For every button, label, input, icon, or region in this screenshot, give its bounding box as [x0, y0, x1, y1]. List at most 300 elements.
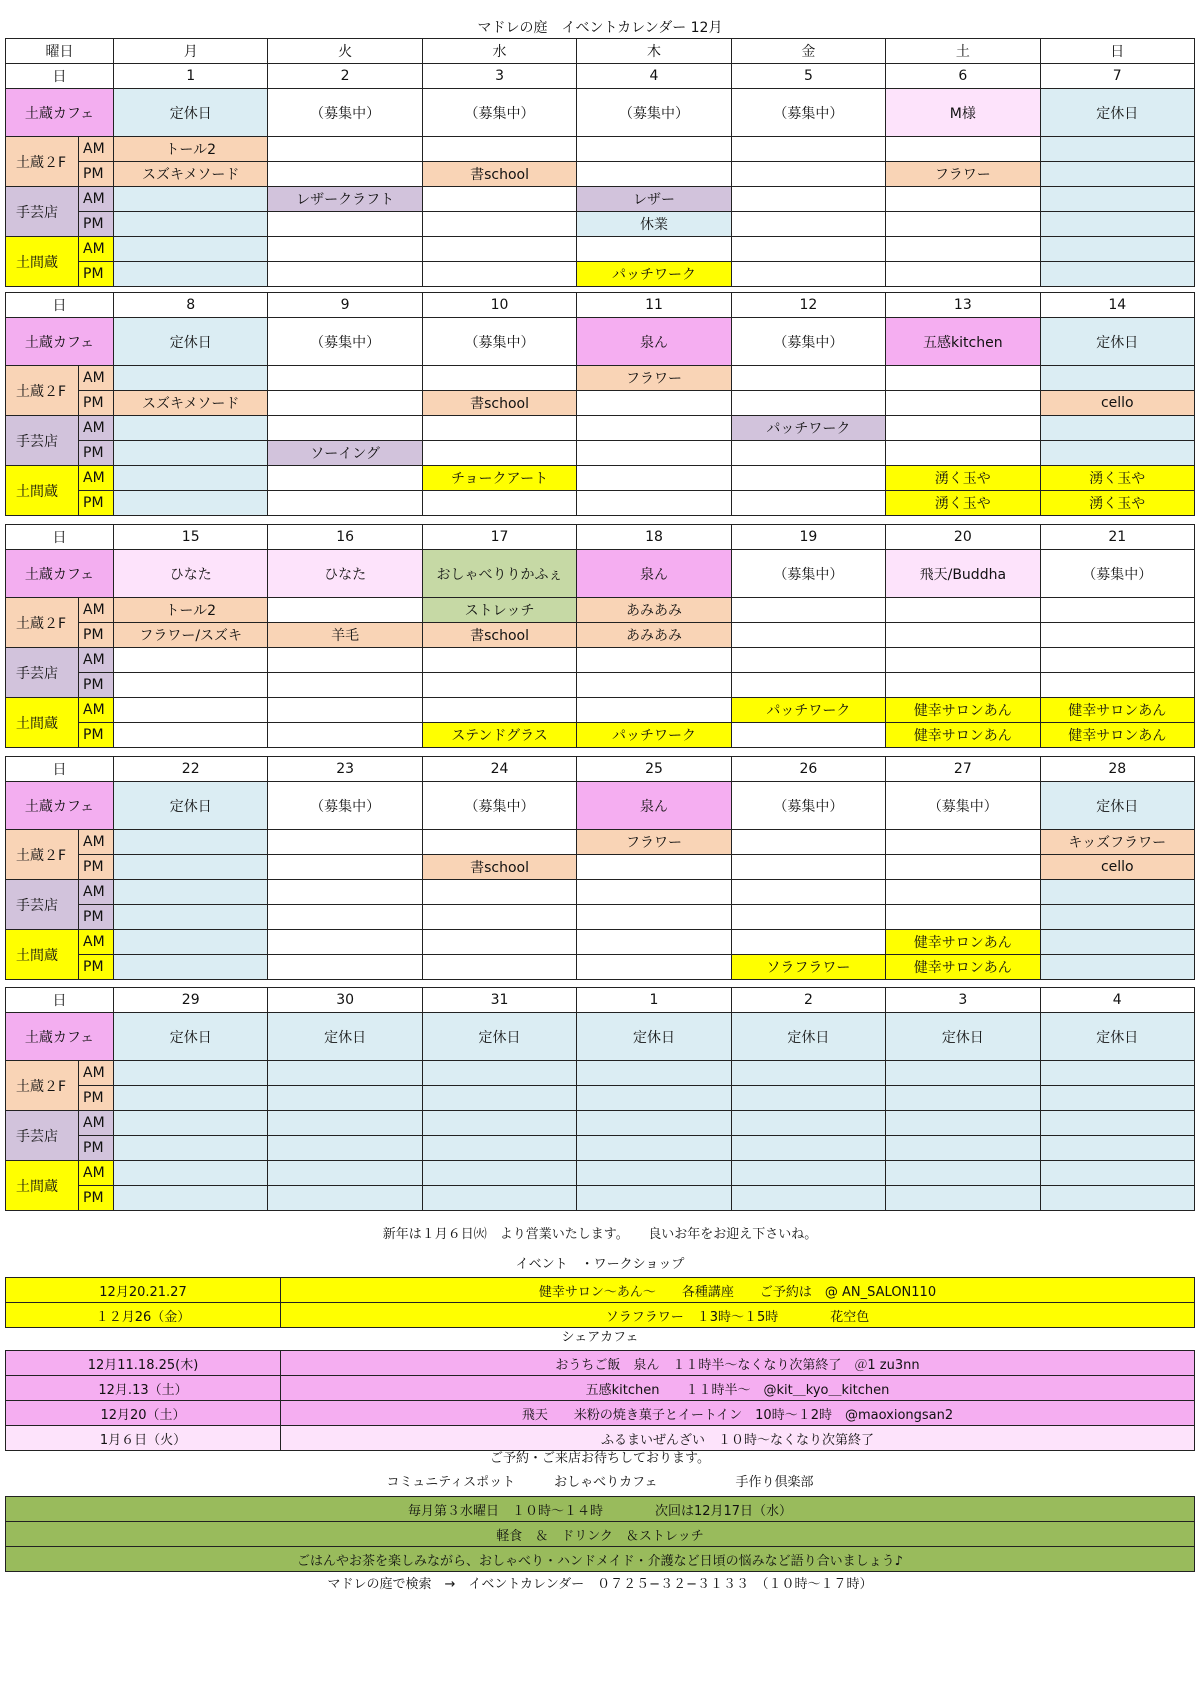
slot-cell [268, 830, 422, 855]
slot-cell [1040, 623, 1194, 648]
slot-cell [422, 187, 576, 212]
day-label: 日 [6, 757, 114, 782]
date-cell: 30 [268, 988, 422, 1013]
cafe-cell: （募集中） [422, 318, 576, 366]
pm-label: PM [79, 673, 114, 698]
slot-cell [114, 262, 268, 287]
slot-cell [731, 137, 885, 162]
slot-cell: フラワー/スズキ [114, 623, 268, 648]
date-cell: 1 [114, 64, 268, 89]
slot-cell [114, 466, 268, 491]
slot-cell [1040, 1086, 1194, 1111]
share-desc: 五感kitchen １１時半～ @kit＿kyo＿kitchen [281, 1376, 1195, 1401]
slot-cell [114, 830, 268, 855]
am-label: AM [79, 1061, 114, 1086]
doma-am-row [6, 466, 1195, 491]
slot-cell: 書school [422, 391, 576, 416]
weekday-cell: 月 [114, 39, 268, 64]
pm-label: PM [79, 491, 114, 516]
slot-cell [731, 880, 885, 905]
pm-label: PM [79, 723, 114, 748]
cafe-cell: （募集中） [577, 89, 731, 137]
share-cafe-title: シェアカフェ [561, 1330, 639, 1345]
floor2-am-row [6, 598, 1195, 623]
doma-am-row [6, 930, 1195, 955]
events-table [5, 1277, 1195, 1328]
slot-cell [114, 1136, 268, 1161]
pm-label: PM [79, 1136, 114, 1161]
pm-label: PM [79, 441, 114, 466]
slot-cell [114, 237, 268, 262]
cafe-cell: 定休日 [422, 1013, 576, 1061]
date-cell: 2 [268, 64, 422, 89]
week-table [5, 292, 1195, 516]
slot-cell [577, 1186, 731, 1211]
cafe-cell: 定休日 [114, 1013, 268, 1061]
slot-cell [731, 673, 885, 698]
slot-cell [1040, 673, 1194, 698]
pm-label: PM [79, 855, 114, 880]
slot-cell [731, 830, 885, 855]
slot-cell: 湧く玉や [886, 466, 1040, 491]
am-label: AM [79, 830, 114, 855]
slot-cell [422, 262, 576, 287]
pm-label: PM [79, 905, 114, 930]
pm-label: PM [79, 955, 114, 980]
slot-cell [886, 416, 1040, 441]
slot-cell [1040, 955, 1194, 980]
section-label-floor2: 土蔵２F [6, 1061, 79, 1111]
slot-cell [577, 1086, 731, 1111]
slot-cell [268, 237, 422, 262]
share-date: 12月.13（土） [6, 1376, 281, 1401]
slot-cell: フラワー [577, 830, 731, 855]
slot-cell [268, 673, 422, 698]
floor2-pm-row [6, 1086, 1195, 1111]
slot-cell [114, 1161, 268, 1186]
slot-cell: フラワー [886, 162, 1040, 187]
cafe-cell: 飛天/Buddha [886, 550, 1040, 598]
slot-cell [731, 1186, 885, 1211]
slot-cell [886, 830, 1040, 855]
slot-cell [268, 137, 422, 162]
slot-cell [731, 1161, 885, 1186]
section-label-shop: 手芸店 [6, 1111, 79, 1161]
am-label: AM [79, 1111, 114, 1136]
slot-cell [731, 262, 885, 287]
slot-cell [1040, 905, 1194, 930]
cafe-cell: （募集中） [731, 318, 885, 366]
event-desc: ソラフラワー １3時～１5時 花空色 [281, 1303, 1195, 1328]
slot-cell [577, 491, 731, 516]
date-row [6, 988, 1195, 1013]
date-cell: 6 [886, 64, 1040, 89]
slot-cell [1040, 648, 1194, 673]
slot-cell [731, 1086, 885, 1111]
slot-cell [731, 391, 885, 416]
slot-cell [114, 1186, 268, 1211]
slot-cell [731, 1111, 885, 1136]
slot-cell [114, 955, 268, 980]
cafe-cell: ひなた [268, 550, 422, 598]
date-cell: 12 [731, 293, 885, 318]
weekday-cell: 土 [886, 39, 1040, 64]
share-row [6, 1426, 1195, 1451]
slot-cell [577, 930, 731, 955]
slot-cell [1040, 416, 1194, 441]
cafe-row [6, 1013, 1195, 1061]
share-date: 12月20（土） [6, 1401, 281, 1426]
date-cell: 3 [886, 988, 1040, 1013]
slot-cell [886, 1136, 1040, 1161]
cafe-cell: （募集中） [1040, 550, 1194, 598]
slot-cell [577, 137, 731, 162]
date-cell: 14 [1040, 293, 1194, 318]
shop-pm-row [6, 441, 1195, 466]
cafe-cell: 泉ん [577, 550, 731, 598]
slot-cell [268, 366, 422, 391]
cafe-cell: （募集中） [731, 89, 885, 137]
weekday-cell: 日 [1040, 39, 1194, 64]
am-label: AM [79, 137, 114, 162]
slot-cell [577, 880, 731, 905]
date-cell: 2 [731, 988, 885, 1013]
slot-cell [886, 1086, 1040, 1111]
slot-cell [268, 491, 422, 516]
slot-cell [1040, 1136, 1194, 1161]
date-cell: 15 [114, 525, 268, 550]
slot-cell [114, 416, 268, 441]
week-table [5, 987, 1195, 1211]
doma-pm-row [6, 1186, 1195, 1211]
share-row [6, 1376, 1195, 1401]
section-label-cafe: 土蔵カフェ [6, 89, 114, 137]
cafe-cell: 泉ん [577, 782, 731, 830]
slot-cell [268, 212, 422, 237]
slot-cell [886, 391, 1040, 416]
slot-cell [422, 673, 576, 698]
floor2-pm-row [6, 623, 1195, 648]
slot-cell [268, 1161, 422, 1186]
slot-cell [731, 905, 885, 930]
community-row [6, 1497, 1195, 1522]
cafe-cell: M様 [886, 89, 1040, 137]
section-label-doma: 土間蔵 [6, 698, 79, 748]
floor2-pm-row [6, 391, 1195, 416]
slot-cell [422, 366, 576, 391]
cafe-cell: 定休日 [731, 1013, 885, 1061]
cafe-cell: 定休日 [1040, 1013, 1194, 1061]
slot-cell [731, 366, 885, 391]
section-label-shop: 手芸店 [6, 416, 79, 466]
cafe-cell: 定休日 [886, 1013, 1040, 1061]
slot-cell: 健幸サロンあん [1040, 698, 1194, 723]
date-cell: 13 [886, 293, 1040, 318]
am-label: AM [79, 416, 114, 441]
slot-cell: cello [1040, 391, 1194, 416]
slot-cell [268, 1086, 422, 1111]
slot-cell [422, 416, 576, 441]
am-label: AM [79, 698, 114, 723]
slot-cell [577, 1061, 731, 1086]
section-label-doma: 土間蔵 [6, 466, 79, 516]
slot-cell [114, 648, 268, 673]
cafe-cell: （募集中） [886, 782, 1040, 830]
day-label: 日 [6, 64, 114, 89]
cafe-row [6, 89, 1195, 137]
slot-cell: トール2 [114, 137, 268, 162]
slot-cell [268, 723, 422, 748]
day-label: 日 [6, 525, 114, 550]
community-row [6, 1547, 1195, 1572]
slot-cell [577, 441, 731, 466]
section-label-floor2: 土蔵２F [6, 598, 79, 648]
slot-cell [731, 187, 885, 212]
section-label-shop: 手芸店 [6, 187, 79, 237]
slot-cell [886, 1161, 1040, 1186]
date-cell: 22 [114, 757, 268, 782]
slot-cell [268, 855, 422, 880]
slot-cell [1040, 187, 1194, 212]
doma-pm-row [6, 723, 1195, 748]
doma-am-row [6, 237, 1195, 262]
slot-cell [1040, 162, 1194, 187]
slot-cell [731, 648, 885, 673]
slot-cell: 健幸サロンあん [886, 723, 1040, 748]
slot-cell [577, 416, 731, 441]
slot-cell [268, 416, 422, 441]
shop-am-row [6, 416, 1195, 441]
slot-cell: スズキメソード [114, 391, 268, 416]
cafe-cell: 定休日 [114, 782, 268, 830]
slot-cell [577, 955, 731, 980]
cafe-cell: 定休日 [1040, 318, 1194, 366]
slot-cell [1040, 1186, 1194, 1211]
slot-cell: 健幸サロンあん [886, 930, 1040, 955]
slot-cell [268, 930, 422, 955]
slot-cell [114, 905, 268, 930]
slot-cell [886, 187, 1040, 212]
date-cell: 19 [731, 525, 885, 550]
slot-cell [268, 955, 422, 980]
section-label-cafe: 土蔵カフェ [6, 1013, 114, 1061]
pm-label: PM [79, 262, 114, 287]
floor2-pm-row [6, 162, 1195, 187]
share-desc: 飛天 米粉の焼き菓子とイートイン 10時～１2時 @maoxiongsan2 [281, 1401, 1195, 1426]
slot-cell [268, 1186, 422, 1211]
slot-cell [577, 905, 731, 930]
cafe-cell: 定休日 [268, 1013, 422, 1061]
slot-cell [268, 1136, 422, 1161]
section-label-shop: 手芸店 [6, 648, 79, 698]
slot-cell [268, 698, 422, 723]
slot-cell [114, 1061, 268, 1086]
pm-label: PM [79, 1086, 114, 1111]
slot-cell [886, 648, 1040, 673]
slot-cell: ソラフラワー [731, 955, 885, 980]
slot-cell [577, 237, 731, 262]
slot-cell [268, 1061, 422, 1086]
section-label-doma: 土間蔵 [6, 237, 79, 287]
slot-cell [268, 1111, 422, 1136]
slot-cell: 湧く玉や [886, 491, 1040, 516]
section-label-doma: 土間蔵 [6, 1161, 79, 1211]
slot-cell [1040, 212, 1194, 237]
slot-cell [577, 698, 731, 723]
slot-cell [268, 598, 422, 623]
slot-cell: パッチワーク [577, 262, 731, 287]
community-line: ごはんやお茶を楽しみながら、おしゃべり・ハンドメイド・介護など日頃の悩みなど語り合いましょう♪ [6, 1547, 1195, 1572]
slot-cell [422, 930, 576, 955]
slot-cell: ソーイング [268, 441, 422, 466]
day-label: 日 [6, 293, 114, 318]
section-label-cafe: 土蔵カフェ [6, 550, 114, 598]
slot-cell: パッチワーク [731, 416, 885, 441]
am-label: AM [79, 930, 114, 955]
cafe-cell: （募集中） [422, 782, 576, 830]
event-row [6, 1278, 1195, 1303]
slot-cell [577, 1161, 731, 1186]
slot-cell [422, 1061, 576, 1086]
slot-cell: フラワー [577, 366, 731, 391]
slot-cell [886, 1111, 1040, 1136]
cafe-cell: 定休日 [114, 89, 268, 137]
cafe-row [6, 550, 1195, 598]
slot-cell [886, 1061, 1040, 1086]
slot-cell [422, 441, 576, 466]
slot-cell [1040, 930, 1194, 955]
slot-cell [422, 880, 576, 905]
week-table [5, 524, 1195, 748]
share-row [6, 1401, 1195, 1426]
slot-cell: 健幸サロンあん [886, 698, 1040, 723]
section-label-floor2: 土蔵２F [6, 366, 79, 416]
week-table [5, 756, 1195, 980]
slot-cell [886, 137, 1040, 162]
weekday-cell: 水 [422, 39, 576, 64]
slot-cell [886, 441, 1040, 466]
cafe-cell: （募集中） [731, 550, 885, 598]
am-label: AM [79, 187, 114, 212]
slot-cell [422, 1186, 576, 1211]
slot-cell [268, 391, 422, 416]
slot-cell: あみあみ [577, 598, 731, 623]
slot-cell [114, 1111, 268, 1136]
cafe-cell: 定休日 [1040, 89, 1194, 137]
footer: マドレの庭で検索 → イベントカレンダー ０７２５−３２−３１３３ （１０時～１７時） [327, 1577, 873, 1592]
cafe-cell: 泉ん [577, 318, 731, 366]
cafe-row [6, 782, 1195, 830]
date-cell: 11 [577, 293, 731, 318]
date-cell: 8 [114, 293, 268, 318]
slot-cell [731, 598, 885, 623]
cafe-cell: （募集中） [422, 89, 576, 137]
slot-cell [1040, 366, 1194, 391]
date-row [6, 525, 1195, 550]
section-label-doma: 土間蔵 [6, 930, 79, 980]
date-cell: 31 [422, 988, 576, 1013]
slot-cell [114, 880, 268, 905]
floor2-pm-row [6, 855, 1195, 880]
slot-cell [577, 391, 731, 416]
slot-cell [731, 1136, 885, 1161]
slot-cell [731, 491, 885, 516]
slot-cell [731, 855, 885, 880]
date-cell: 26 [731, 757, 885, 782]
community-line: 軽食 ＆ ドリンク ＆ストレッチ [6, 1522, 1195, 1547]
slot-cell: ステンドグラス [422, 723, 576, 748]
pm-label: PM [79, 162, 114, 187]
slot-cell: 休業 [577, 212, 731, 237]
slot-cell [1040, 1161, 1194, 1186]
section-label-cafe: 土蔵カフェ [6, 318, 114, 366]
share-row [6, 1351, 1195, 1376]
doma-am-row [6, 1161, 1195, 1186]
slot-cell: トール2 [114, 598, 268, 623]
date-row [6, 64, 1195, 89]
week-table [5, 38, 1195, 287]
pm-label: PM [79, 1186, 114, 1211]
slot-cell [422, 1161, 576, 1186]
date-cell: 7 [1040, 64, 1194, 89]
slot-cell: キッズフラワー [1040, 830, 1194, 855]
day-label: 日 [6, 988, 114, 1013]
event-date: 12月20.21.27 [6, 1278, 281, 1303]
weekday-cell: 金 [731, 39, 885, 64]
floor2-am-row [6, 137, 1195, 162]
shop-am-row [6, 187, 1195, 212]
doma-pm-row [6, 262, 1195, 287]
slot-cell [422, 955, 576, 980]
slot-cell [886, 366, 1040, 391]
slot-cell: レザー [577, 187, 731, 212]
date-cell: 4 [1040, 988, 1194, 1013]
slot-cell [577, 648, 731, 673]
cafe-cell: ひなた [114, 550, 268, 598]
weekday-cell: 火 [268, 39, 422, 64]
doma-pm-row [6, 955, 1195, 980]
event-row [6, 1303, 1195, 1328]
slot-cell [422, 237, 576, 262]
slot-cell [1040, 598, 1194, 623]
slot-cell [731, 237, 885, 262]
slot-cell [731, 1061, 885, 1086]
slot-cell: パッチワーク [577, 723, 731, 748]
slot-cell: チョークアート [422, 466, 576, 491]
section-label-floor2: 土蔵２F [6, 137, 79, 187]
slot-cell [886, 598, 1040, 623]
slot-cell [422, 1086, 576, 1111]
slot-cell: 羊毛 [268, 623, 422, 648]
date-cell: 25 [577, 757, 731, 782]
slot-cell [1040, 1061, 1194, 1086]
cafe-cell: 定休日 [1040, 782, 1194, 830]
slot-cell: 湧く玉や [1040, 466, 1194, 491]
slot-cell [268, 905, 422, 930]
date-cell: 18 [577, 525, 731, 550]
slot-cell [886, 623, 1040, 648]
date-row [6, 293, 1195, 318]
date-cell: 28 [1040, 757, 1194, 782]
community-title: コミュニティスポット おしゃべりカフェ 手作り倶楽部 [386, 1475, 814, 1490]
slot-cell [886, 212, 1040, 237]
cafe-cell: おしゃべりりかふぇ [422, 550, 576, 598]
slot-cell: レザークラフト [268, 187, 422, 212]
weekday-row [6, 39, 1195, 64]
section-label-cafe: 土蔵カフェ [6, 782, 114, 830]
date-cell: 17 [422, 525, 576, 550]
slot-cell [114, 441, 268, 466]
